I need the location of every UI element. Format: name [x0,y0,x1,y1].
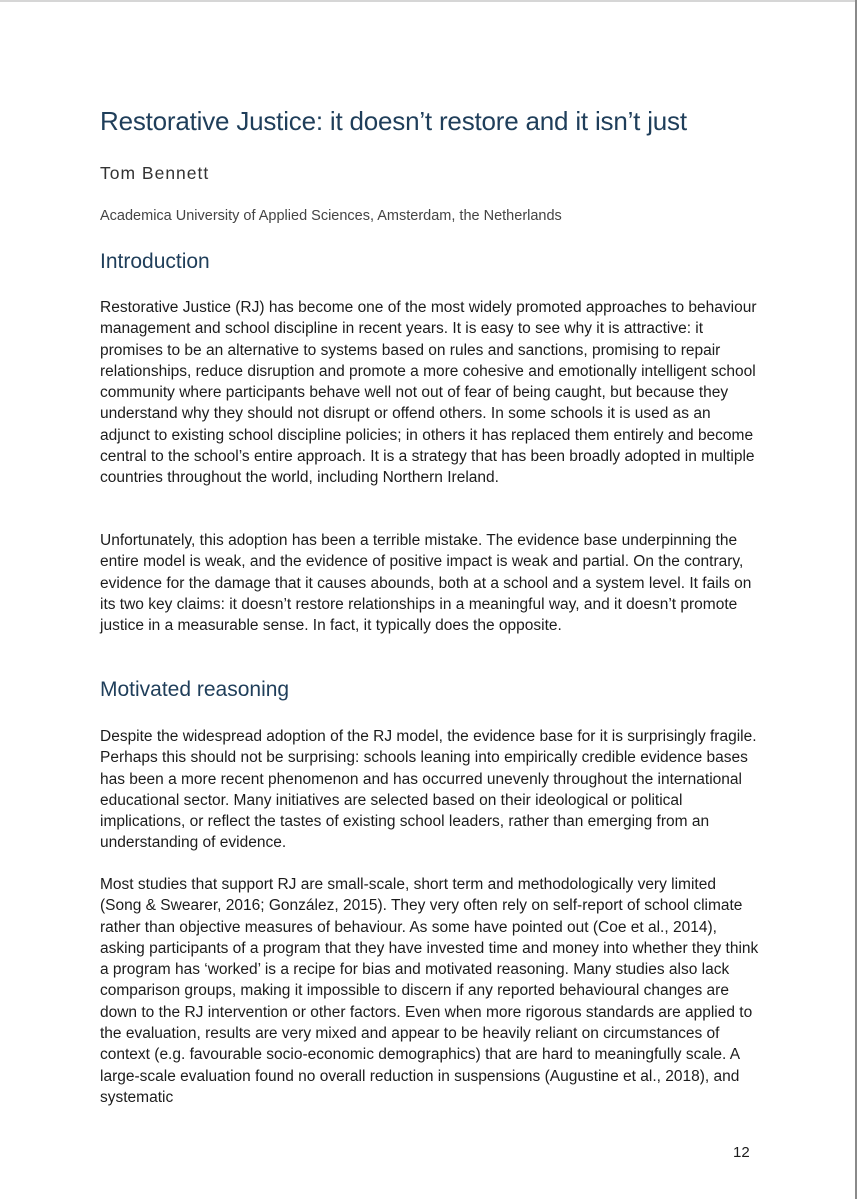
author-affiliation: Academica University of Applied Sciences, Amsterdam, the Netherlands [100,208,562,224]
paragraph-introduction-1: Restorative Justice (RJ) has become one of the most widely promoted approaches to behaviour management and school discipline in recent years. It is easy to see why it is attractive: it promises to be an alternative to systems based on rules and sanctions, promising to repair relationships, reduce disruption and promote a more cohesive and emotionally intelligent school community where participants behave well not out of fear of being caught, but because they understand why they should not disrupt or offend others. In some schools it is used as an adjunct to existing school discipline policies; in others it has replaced them entirely and become central to the school’s entire approach. It is a strategy that has been broadly adopted in multiple countries throughout the world, including Northern Ireland. [100,299,757,487]
section-heading-motivated-reasoning: Motivated reasoning [100,678,290,701]
page-number: 12 [733,1144,750,1161]
section-heading-introduction: Introduction [100,250,210,273]
paragraph-motivated-reasoning-2: Most studies that support RJ are small-scale, short term and methodologically very limited (Song & Swearer, 2016; González, 2015). They very often rely on self-report of school climate rather than objective measures of behaviour. As some have pointed out (Coe et al., 2014), asking participants of a program that they have invested time and money into whether they think a program has ‘worked’ is a recipe for bias and motivated reasoning. Many studies also lack comparison groups, making it impossible to discern if any reported behavioural changes are down to the RJ intervention or other factors. Even when more rigorous standards are applied to the evaluation, results are very mixed and appear to be heavily reliant on circumstances of context (e.g. favourable socio-economic demographics) that are hard to meaningfully scale. A large-scale evaluation found no overall reduction in suspensions (Augustine et al., 2018), and systematic [100,876,759,1106]
paragraph-motivated-reasoning-1: Despite the widespread adoption of the RJ model, the evidence base for it is surprisingly fragile. Perhaps this should not be surprising: schools leaning into empirically credible evidence bases has been a more recent phenomenon and has occurred unevenly throughout the international educational sector. Many initiatives are selected based on their ideological or political implications, or reflect the tastes of existing school leaders, rather than emerging from an understanding of evidence. [100,728,757,852]
page-top-edge [0,0,857,2]
author-name: Tom Bennett [100,163,210,183]
article-title: Restorative Justice: it doesn’t restore and it isn’t just [100,106,687,136]
paragraph-introduction-2: Unfortunately, this adoption has been a terrible mistake. The evidence base underpinning the entire model is weak, and the evidence of positive impact is weak and partial. On the contrary, evidence for the damage that it causes abounds, both at a school and a system level. It fails on its two key claims: it doesn’t restore relationships in a meaningful way, and it doesn’t promote justice in a measurable sense. In fact, it typically does the opposite. [100,532,752,635]
